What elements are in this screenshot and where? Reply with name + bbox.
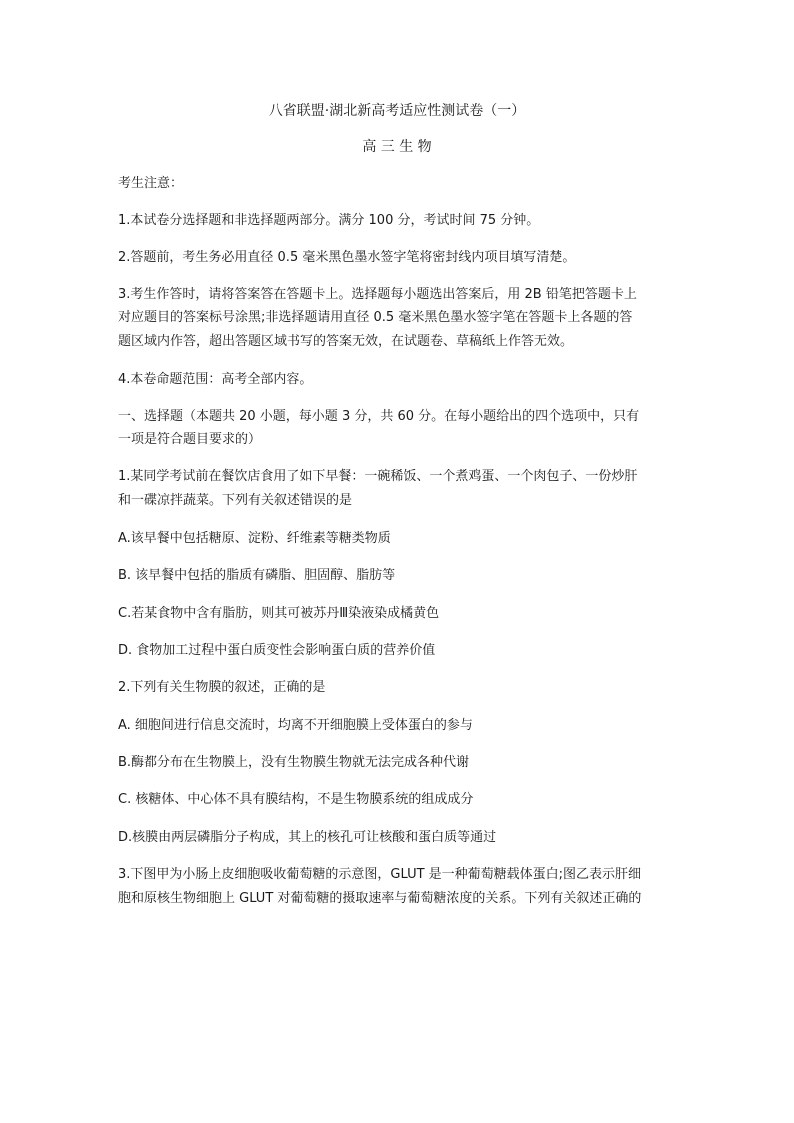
notice-item: 3.考生作答时，请将答案答在答题卡上。选择题每小题选出答案后，用 2B 铅笔把答题卡上 — [118, 287, 637, 302]
question-stem: 胞和原核生物细胞上 GLUT 对葡萄糖的摄取速率与葡萄糖浓度的关系。下列有关叙述正确的 — [118, 891, 642, 906]
subject-title: 高 三 生 物 — [362, 139, 432, 155]
section-heading-cont: 一项是符合题目要求的） — [118, 432, 262, 447]
exam-title: 八省联盟·湖北新高考适应性测试卷（一） — [268, 103, 526, 119]
option-a: A.该早餐中包括糖原、淀粉、纤维素等糖类物质 — [118, 531, 391, 546]
option-a: A. 细胞间进行信息交流时，均离不开细胞膜上受体蛋白的参与 — [118, 718, 473, 733]
notice-heading: 考生注意： — [118, 176, 184, 191]
notice-item: 1.本试卷分选择题和非选择题两部分。满分 100 分，考试时间 75 分钟。 — [118, 213, 540, 228]
section-heading: 一、选择题（本题共 20 小题，每小题 3 分，共 60 分。在每小题给出的四个选项中，只有 — [118, 409, 640, 424]
option-c: C. 核糖体、中心体不具有膜结构，不是生物膜系统的组成成分 — [118, 792, 474, 807]
question-stem: 3.下图甲为小肠上皮细胞吸收葡萄糖的示意图，GLUT 是一种葡萄糖载体蛋白;图乙表示肝细 — [118, 867, 642, 882]
question-stem: 2.下列有关生物膜的叙述，正确的是 — [118, 680, 326, 695]
option-b: B. 该早餐中包括的脂质有磷脂、胆固醇、脂肪等 — [118, 568, 396, 583]
notice-item: 2.答题前，考生务必用直径 0.5 毫米黑色墨水签字笔将密封线内项目填写清楚。 — [118, 250, 576, 265]
notice-item: 对应题目的答案标号涂黑;非选择题请用直径 0.5 毫米黑色墨水签字笔在答题卡上各题的答 — [118, 310, 633, 325]
option-c: C.若某食物中含有脂肪，则其可被苏丹Ⅲ染液染成橘黄色 — [118, 606, 440, 621]
notice-item: 题区域内作答，超出答题区域书写的答案无效，在试题卷、草稿纸上作答无效。 — [118, 334, 574, 349]
option-d: D.核膜由两层磷脂分子构成，其上的核孔可让核酸和蛋白质等通过 — [118, 830, 497, 845]
option-d: D. 食物加工过程中蛋白质变性会影响蛋白质的营养价值 — [118, 643, 436, 658]
option-b: B.酶都分布在生物膜上，没有生物膜生物就无法完成各种代谢 — [118, 755, 470, 770]
notice-item: 4.本卷命题范围：高考全部内容。 — [118, 372, 313, 387]
question-stem: 1.某同学考试前在餐饮店食用了如下早餐：一碗稀饭、一个煮鸡蛋、一个肉包子、一份炒肝 — [118, 469, 638, 484]
question-stem: 和一碟凉拌蔬菜。下列有关叙述错误的是 — [118, 493, 353, 508]
